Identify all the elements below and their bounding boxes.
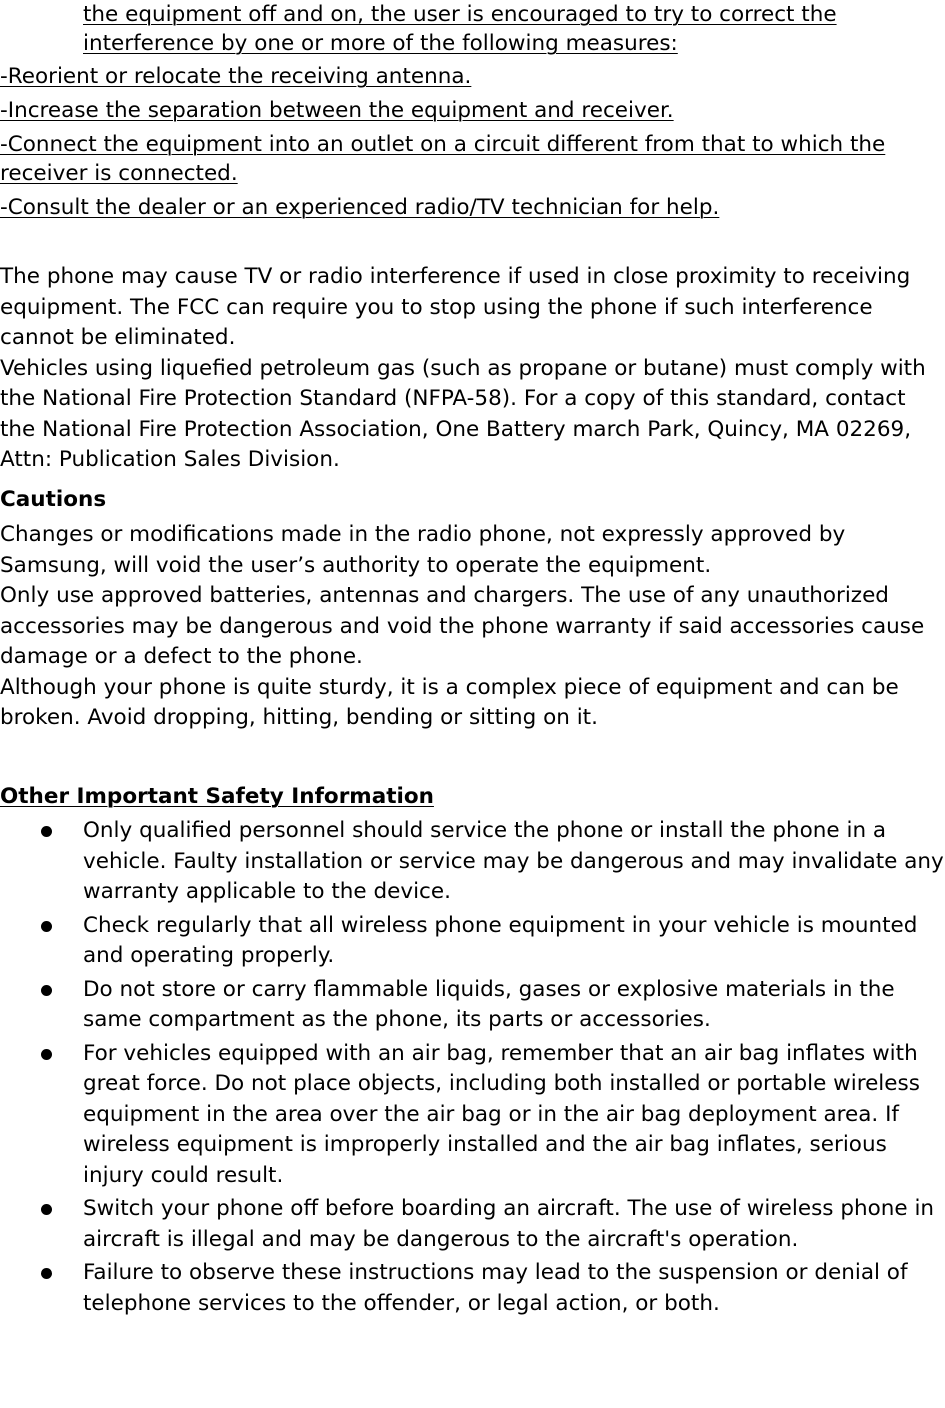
bullet-text: Check regularly that all wireless phone equipment in your vehicle is mounted and operating properly. [83,912,918,968]
bullet-text: Only qualified personnel should service the phone or install the phone in a vehicle. Faulty installation or service may be dangerous and may invalidate any warranty applicable to the device. [83,818,944,904]
measure-item: -Reorient or relocate the receiving antenna. [0,64,472,89]
measures-list [0,62,945,222]
caution-paragraph: Only use approved batteries, antennas and chargers. The use of any unauthorized accessories may be dangerous and void the phone warranty if said accessories cause damage or a defect to the phone. [0,583,925,669]
paragraph: Vehicles using liquefied petroleum gas (such as propane or butane) must comply with the National Fire Protection Standard (NFPA-58). For a copy of this standard, contact the National Fire Protection Association, One Battery march Park, Quincy, MA 02269, Attn: Publication Sales Division. [0,355,926,472]
measure-item: -Consult the dealer or an experienced radio/TV technician for help. [0,195,720,220]
bullet-icon [41,826,52,837]
list-item [0,816,945,908]
list-item [0,975,945,1036]
bullet-icon [41,1268,52,1279]
caution-paragraph: Although your phone is quite sturdy, it is a complex piece of equipment and can be broken. Avoid dropping, hitting, bending or sitting on it. [0,674,899,730]
bullet-icon [41,985,52,996]
bullet-icon [41,921,52,932]
caution-paragraph: Changes or modifications made in the radio phone, not expressly approved by Samsung, will void the user’s authority to operate the equipment. [0,522,846,578]
cautions-section [0,520,935,734]
cautions-heading: Cautions [0,487,107,512]
list-item [0,1039,945,1192]
list-item [0,1258,945,1319]
bullet-text: Do not store or carry flammable liquids, gases or explosive materials in the same compartment as the phone, its parts or accessories. [83,976,895,1032]
bullet-text: Failure to observe these instructions may lead to the suspension or denial of telephone services to the offender, or legal action, or both. [83,1260,908,1316]
list-item [0,1194,945,1255]
bullet-icon [41,1204,52,1215]
bullet-text: For vehicles equipped with an air bag, remember that an air bag inflates with great force. Do not place objects, including both installed or portable wireless equipment in the area over the air bag or in the air bag deployment area. If wireless equipment is improperly installed and the air bag inflates, serious injury could result. [83,1040,920,1188]
intro-text: the equipment off and on, the user is encouraged to try to correct the interference by one or more of the following measures: [83,2,837,56]
paragraph: The phone may cause TV or radio interference if used in close proximity to receiving equipment. The FCC can require you to stop using the phone if such interference cannot be eliminated. [0,264,911,350]
measure-item: -Connect the equipment into an outlet on a circuit different from that to which the receiver is connected. [0,132,886,186]
safety-heading: Other Important Safety Information [0,784,434,809]
fcc-section [0,262,935,476]
safety-bullet-list [0,816,945,1322]
measure-item: -Increase the separation between the equipment and receiver. [0,98,674,123]
list-item [0,911,945,972]
bullet-icon [41,1049,52,1060]
bullet-text: Switch your phone off before boarding an aircraft. The use of wireless phone in aircraft is illegal and may be dangerous to the aircraft's operation. [83,1196,935,1252]
